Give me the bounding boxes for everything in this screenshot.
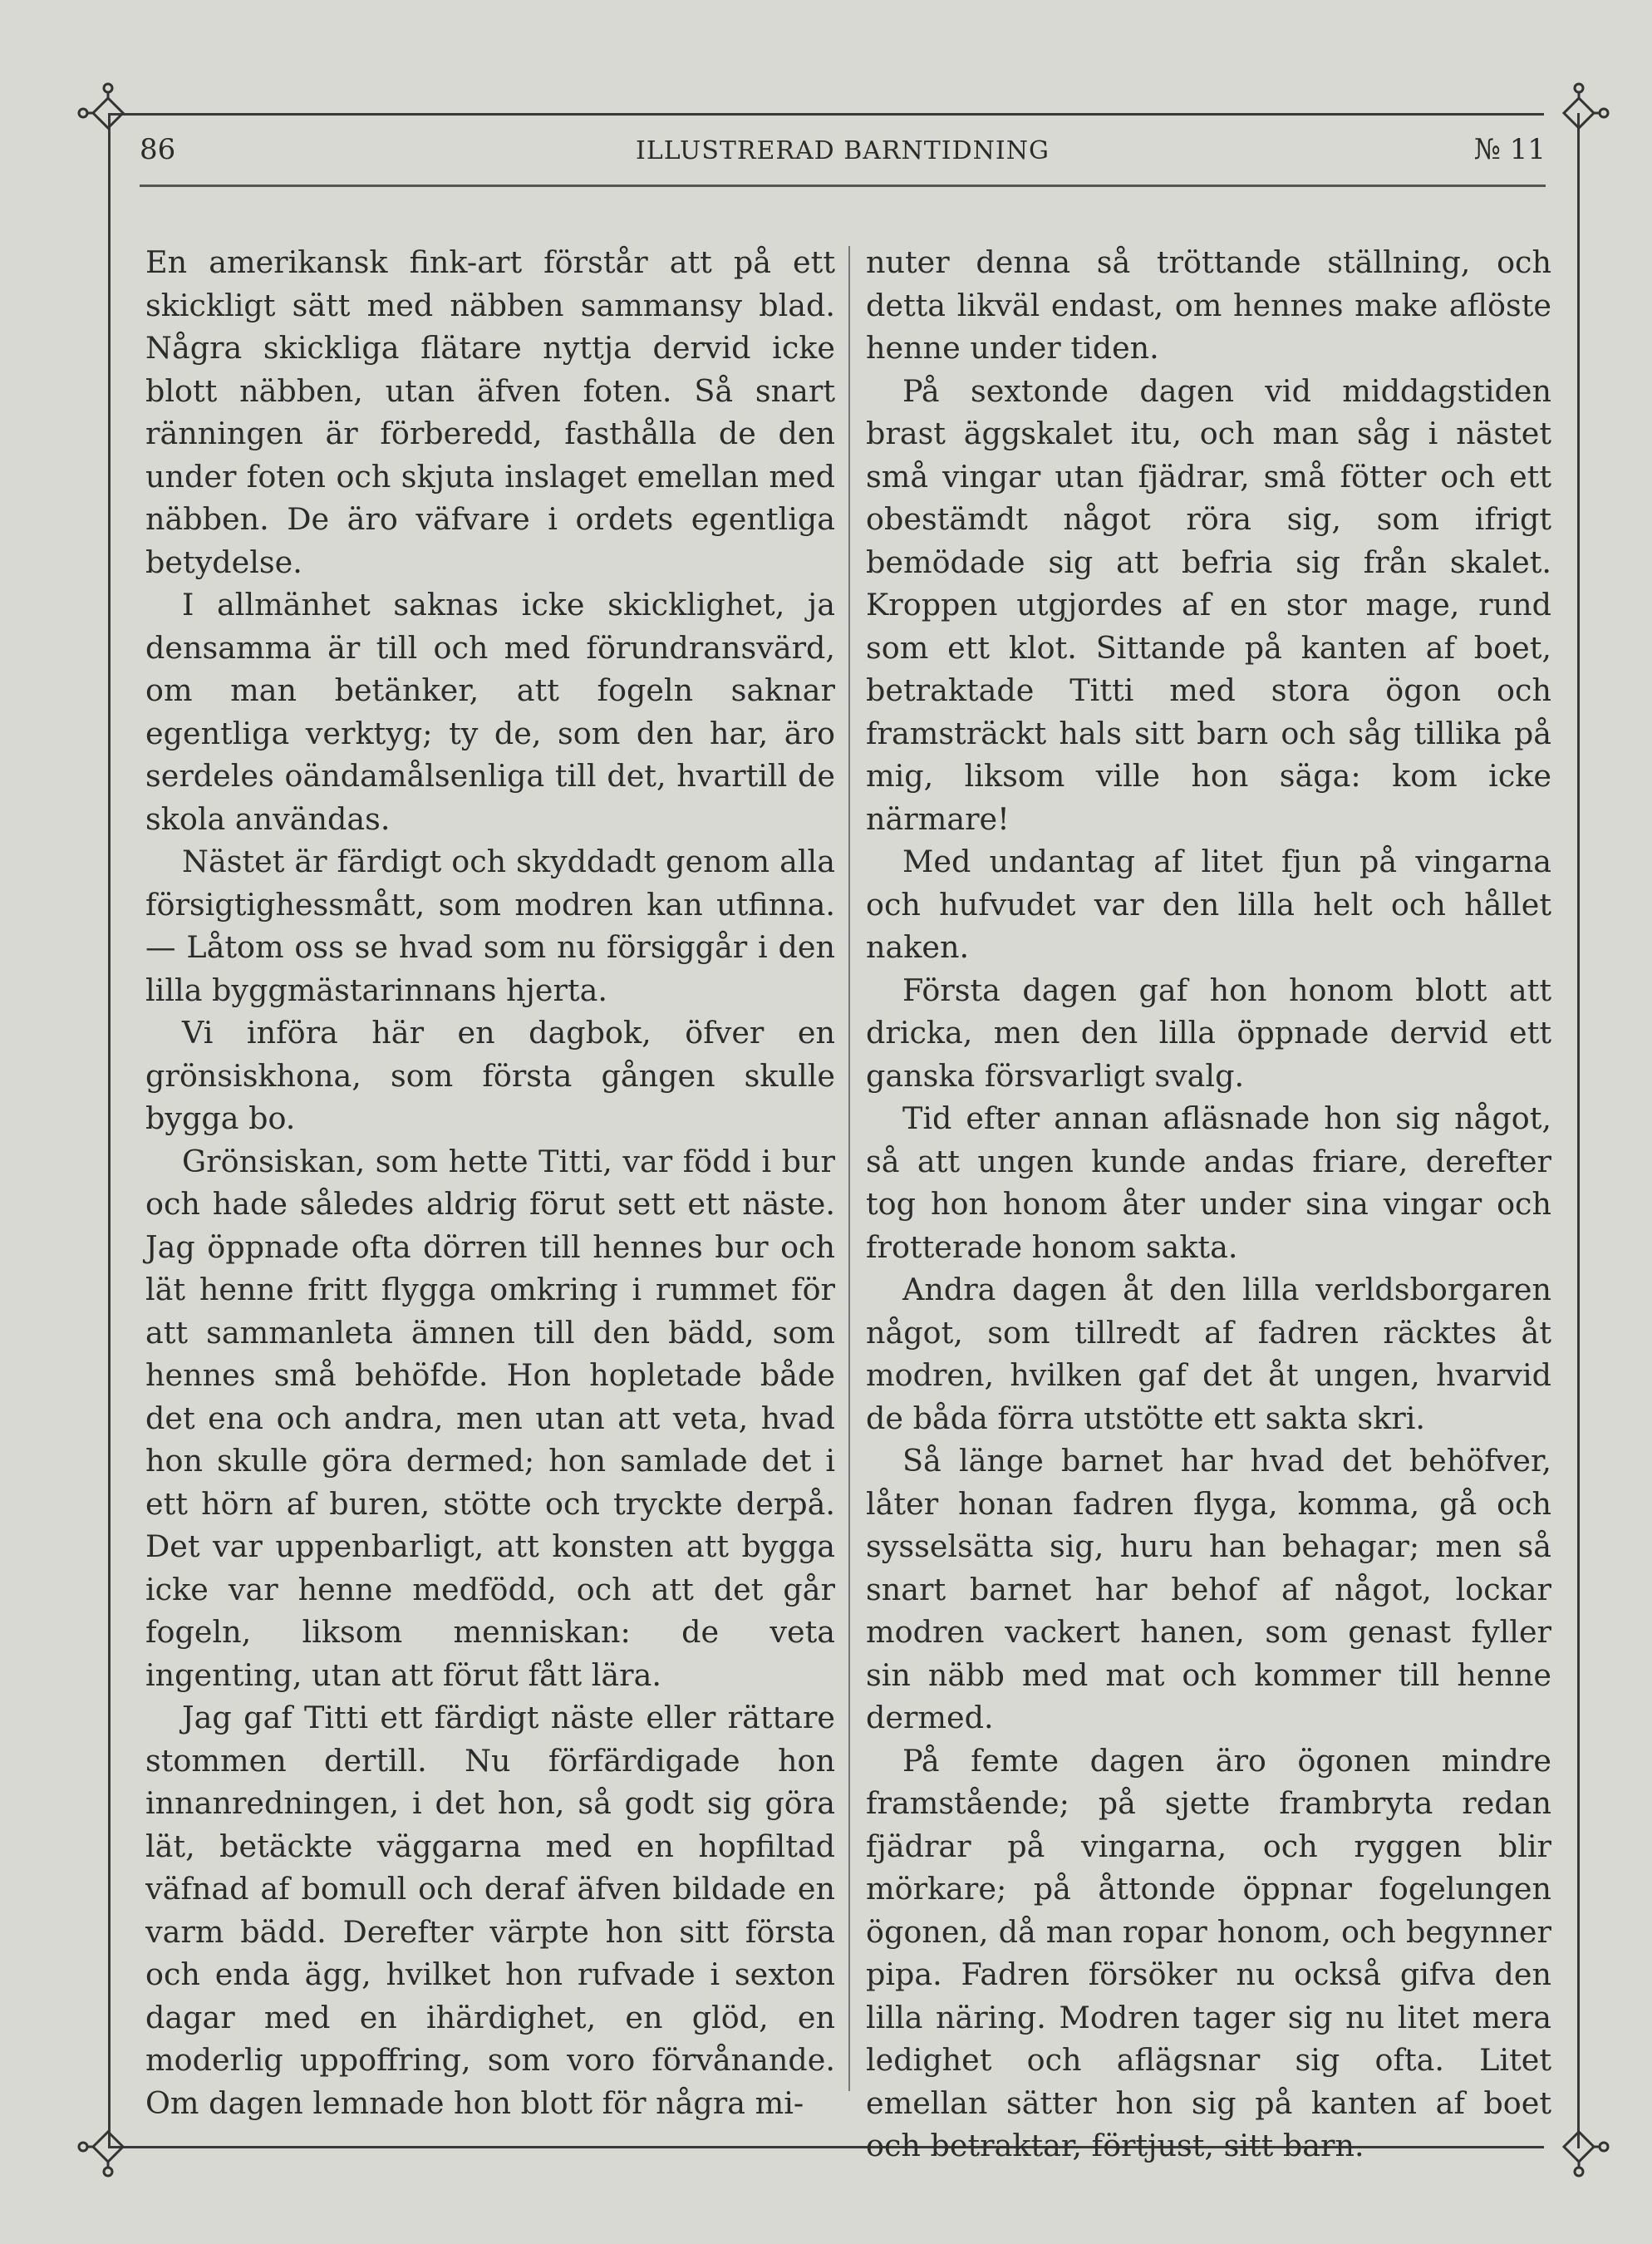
paragraph: Tid efter annan afläsnade hon sig något, så att ungen kunde andas friare, derefter tog hon honom åter under sina vingar och frotterade honom sakta. — [866, 1100, 1551, 1265]
running-header — [140, 133, 1546, 175]
paragraph: Med undantag af litet fjun på vingarna och hufvudet var den lilla helt och hållet naken. — [866, 844, 1551, 965]
paragraph: Första dagen gaf hon honom blott att dricka, men den lilla öppnade dervid ett ganska försvarligt svalg. — [866, 972, 1551, 1094]
corner-ornament-icon — [1546, 2114, 1612, 2180]
journal-title: ILLUSTRERAD BARNTIDNING — [635, 136, 1050, 165]
header-rule — [140, 185, 1546, 187]
corner-ornament-icon — [75, 80, 141, 146]
paragraph: Andra dagen åt den lilla verldsborgaren något, som tillredt af fadren räcktes åt modren, hvilken gaf det åt ungen, hvarvid de båda förra utstötte ett sakta skri. — [866, 1272, 1551, 1436]
frame-right-rule — [1577, 113, 1580, 2148]
left-column — [145, 241, 835, 2124]
paragraph: På sextonde dagen vid middagstiden brast äggskalet itu, och man såg i nästet små vingar utan fjädrar, små fötter och ett obestämdt något röra sig, som ifrigt bemödade sig att befria sig från skalet. Kroppen utgjordes af en stor mage, rund som ett klot. Sittande på kanten af boet, betraktade Titti med stora ögon och framsträckt hals sitt barn och såg tillika på mig, liksom ville hon säga: kom icke närmare! — [866, 372, 1551, 837]
right-column — [866, 241, 1551, 2168]
paragraph: Nästet är färdigt och skyddadt genom alla försigtighessmått, som modren kan utfinna. — Låtom oss se hvad som nu försiggår i den lilla byggmästarinnans hjerta. — [145, 844, 835, 1008]
paragraph: Vi införa här en dagbok, öfver en grönsiskhona, som första gången skulle bygga bo. — [145, 1015, 835, 1136]
column-divider — [848, 246, 850, 2091]
paragraph: Jag gaf Titti ett färdigt näste eller rättare stommen dertill. Nu förfärdigade hon innanredningen, i det hon, så godt sig göra lät, betäckte väggarna med en hopfiltad väfnad af bomull och deraf äfven bildade en varm bädd. Derefter värpte hon sitt första och enda ägg, hvilket hon rufvade i sexton dagar med en ihärdighet, en glöd, en moderlig uppoffring, som voro förvånande. Om dagen lemnade hon blott för några mi- — [145, 1700, 835, 2121]
frame-top-rule — [108, 113, 1544, 116]
paragraph: På femte dagen äro ögonen mindre framstående; på sjette frambryta redan fjädrar på vingarna, och ryggen blir mörkare; på åttonde öppnar fogelungen ögonen, då man ropar honom, och begynner pipa. Fadren försöker nu också gifva den lilla näring. Modren tager sig nu litet mera ledighet och aflägsnar sig ofta. Litet emellan sätter hon sig på kanten af boet och betraktar, förtjust, sitt barn. — [866, 1742, 1551, 2163]
corner-ornament-icon — [75, 2114, 141, 2180]
paragraph: En amerikansk fink-art förstår att på ett skickligt sätt med näbben sammansy blad. Några skickliga flätare nyttja dervid icke blott näbben, utan äfven foten. Så snart ränningen är förberedd, fasthålla de den under foten och skjuta inslaget emellan med näbben. De äro väfvare i ordets egentliga betydelse. — [145, 244, 835, 580]
corner-ornament-icon — [1546, 80, 1612, 146]
paragraph: Grönsiskan, som hette Titti, var född i bur och hade således aldrig förut sett ett näste. Jag öppnade ofta dörren till hennes bur och lät henne fritt flygga omkring i rummet för att sammanleta ämnen till den bädd, som hennes små behöfde. Hon hopletade både det ena och andra, men utan att veta, hvad hon skulle göra dermed; hon samlade det i ett hörn af buren, stötte och tryckte derpå. Det var uppenbarligt, att konsten att bygga icke var henne medfödd, och att det går fogeln, liksom menniskan: de veta ingenting, utan att förut fått lära. — [145, 1143, 835, 1693]
paragraph: nuter denna så tröttande ställning, och detta likväl endast, om hennes make aflöste henne under tiden. — [866, 244, 1551, 366]
frame-left-rule — [108, 113, 111, 2148]
issue-number: № 11 — [1473, 133, 1546, 166]
page-number: 86 — [140, 133, 176, 166]
paragraph: Så länge barnet har hvad det behöfver, låter honan fadren flyga, komma, gå och sysselsätta sig, huru han behagar; men så snart barnet har behof af något, lockar modren vackert hanen, som genast fyller sin näbb med mat och kommer till henne dermed. — [866, 1443, 1551, 1735]
paragraph: I allmänhet saknas icke skicklighet, ja densamma är till och med förundransvärd, om man betänker, att fogeln saknar egentliga verktyg; ty de, som den har, äro serdeles oändamålsenliga till det, hvartill de skola användas. — [145, 587, 835, 837]
